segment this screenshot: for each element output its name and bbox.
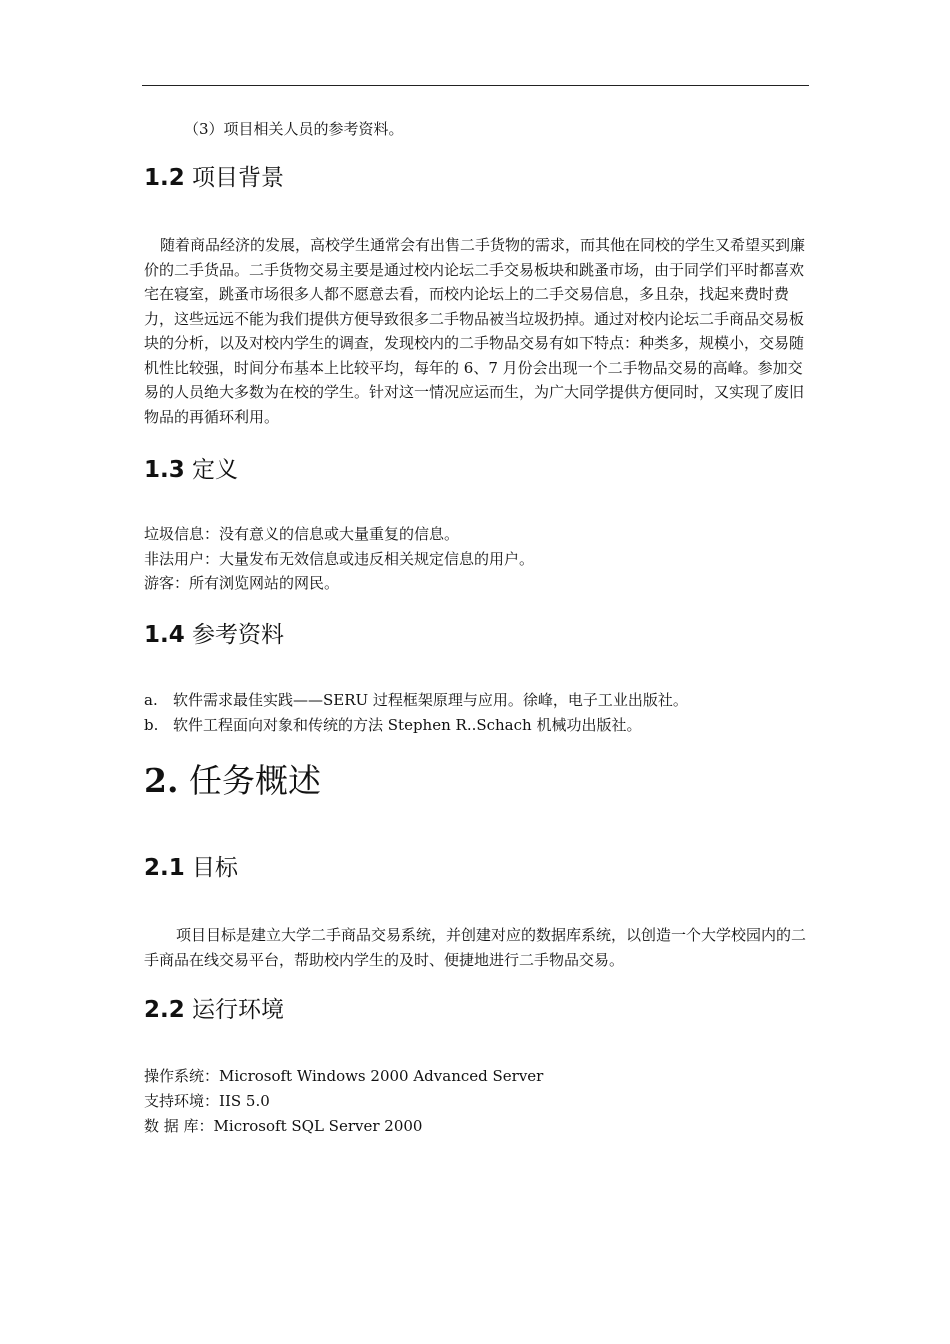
- list-marker: b.: [144, 716, 159, 734]
- section-title: 目标: [184, 855, 239, 881]
- environment-row: [144, 1064, 808, 1089]
- section-title: 定义: [184, 457, 239, 483]
- reference-item: [144, 688, 808, 713]
- section-number: 1.2: [144, 165, 185, 191]
- reference-item: [144, 713, 808, 738]
- section-number: 2.2: [144, 997, 185, 1023]
- chapter-title: 任务概述: [178, 761, 321, 800]
- list-marker: a.: [144, 691, 158, 709]
- environment-label: 数 据 库：: [144, 1117, 214, 1135]
- section-1-3-heading: [144, 455, 808, 485]
- top-list-item: （3）项目相关人员的参考资料。: [184, 120, 404, 138]
- chapter-2-heading: [144, 760, 808, 802]
- section-title: 项目背景: [184, 165, 285, 191]
- definition-line: 非法用户：大量发布无效信息或违反相关规定信息的用户。: [144, 549, 535, 568]
- section-number: 1.4: [144, 622, 185, 648]
- reference-text: 软件需求最佳实践——SERU 过程框架原理与应用。徐峰，电子工业出版社。: [173, 691, 688, 709]
- section-number: 2.1: [144, 855, 185, 881]
- definition-line: 游客：所有浏览网站的网民。: [144, 574, 340, 592]
- definition-list: [144, 522, 808, 596]
- reference-text: 软件工程面向对象和传统的方法 Stephen R..Schach 机械功出版社。: [173, 716, 642, 734]
- environment-label: 操作系统：: [144, 1067, 220, 1085]
- section-1-2-heading: [144, 163, 808, 193]
- section-title: 参考资料: [184, 622, 285, 648]
- section-2-2-heading: [144, 995, 808, 1025]
- section-2-1-paragraph: 项目目标是建立大学二手商品交易系统，并创建对应的数据库系统，以创造一个大学校园内的二手商品在线交易平台，帮助校内学生的及时、便捷地进行二手物品交易。: [144, 926, 807, 969]
- environment-label: 支持环境：: [144, 1092, 220, 1110]
- chapter-number: 2.: [144, 761, 179, 800]
- section-2-1-heading: [144, 853, 808, 883]
- environment-value: IIS 5.0: [219, 1092, 270, 1110]
- section-number: 1.3: [144, 457, 185, 483]
- section-title: 运行环境: [184, 997, 285, 1023]
- reference-list: [144, 688, 808, 738]
- environment-value: Microsoft SQL Server 2000: [213, 1117, 423, 1135]
- environment-list: [144, 1064, 808, 1139]
- definition-line: 垃圾信息：没有意义的信息或大量重复的信息。: [144, 525, 460, 543]
- section-1-2-paragraph: 随着商品经济的发展，高校学生通常会有出售二手货物的需求，而其他在同校的学生又希望买到廉价的二手货品。二手货物交易主要是通过校内论坛二手交易板块和跳蚤市场，由于同学们平时都喜欢宅在寝室，跳蚤市场很多人都不愿意去看，而校内论坛上的二手交易信息，多且杂，找起来费时费力，这些远远不能为我们提供方便导致很多二手物品被当垃圾扔掉。通过对校内论坛二手商品交易板块的分析，以及对校内学生的调查，发现校内的二手物品交易有如下特点：种类多，规模小，交易随机性比较强，时间分布基本上比较平均，每年的 6、7 月份会出现一个二手物品交易的高峰。参加交易的人员绝大多数为在校的学生。针对这一情况应运而生，为广大同学提供方便同时，又实现了废旧物品的再循环利用。: [144, 236, 806, 426]
- environment-row: [144, 1089, 808, 1114]
- header-rule: [142, 85, 809, 86]
- environment-value: Microsoft Windows 2000 Advanced Server: [219, 1067, 544, 1085]
- environment-row: [144, 1114, 808, 1139]
- section-1-4-heading: [144, 620, 808, 650]
